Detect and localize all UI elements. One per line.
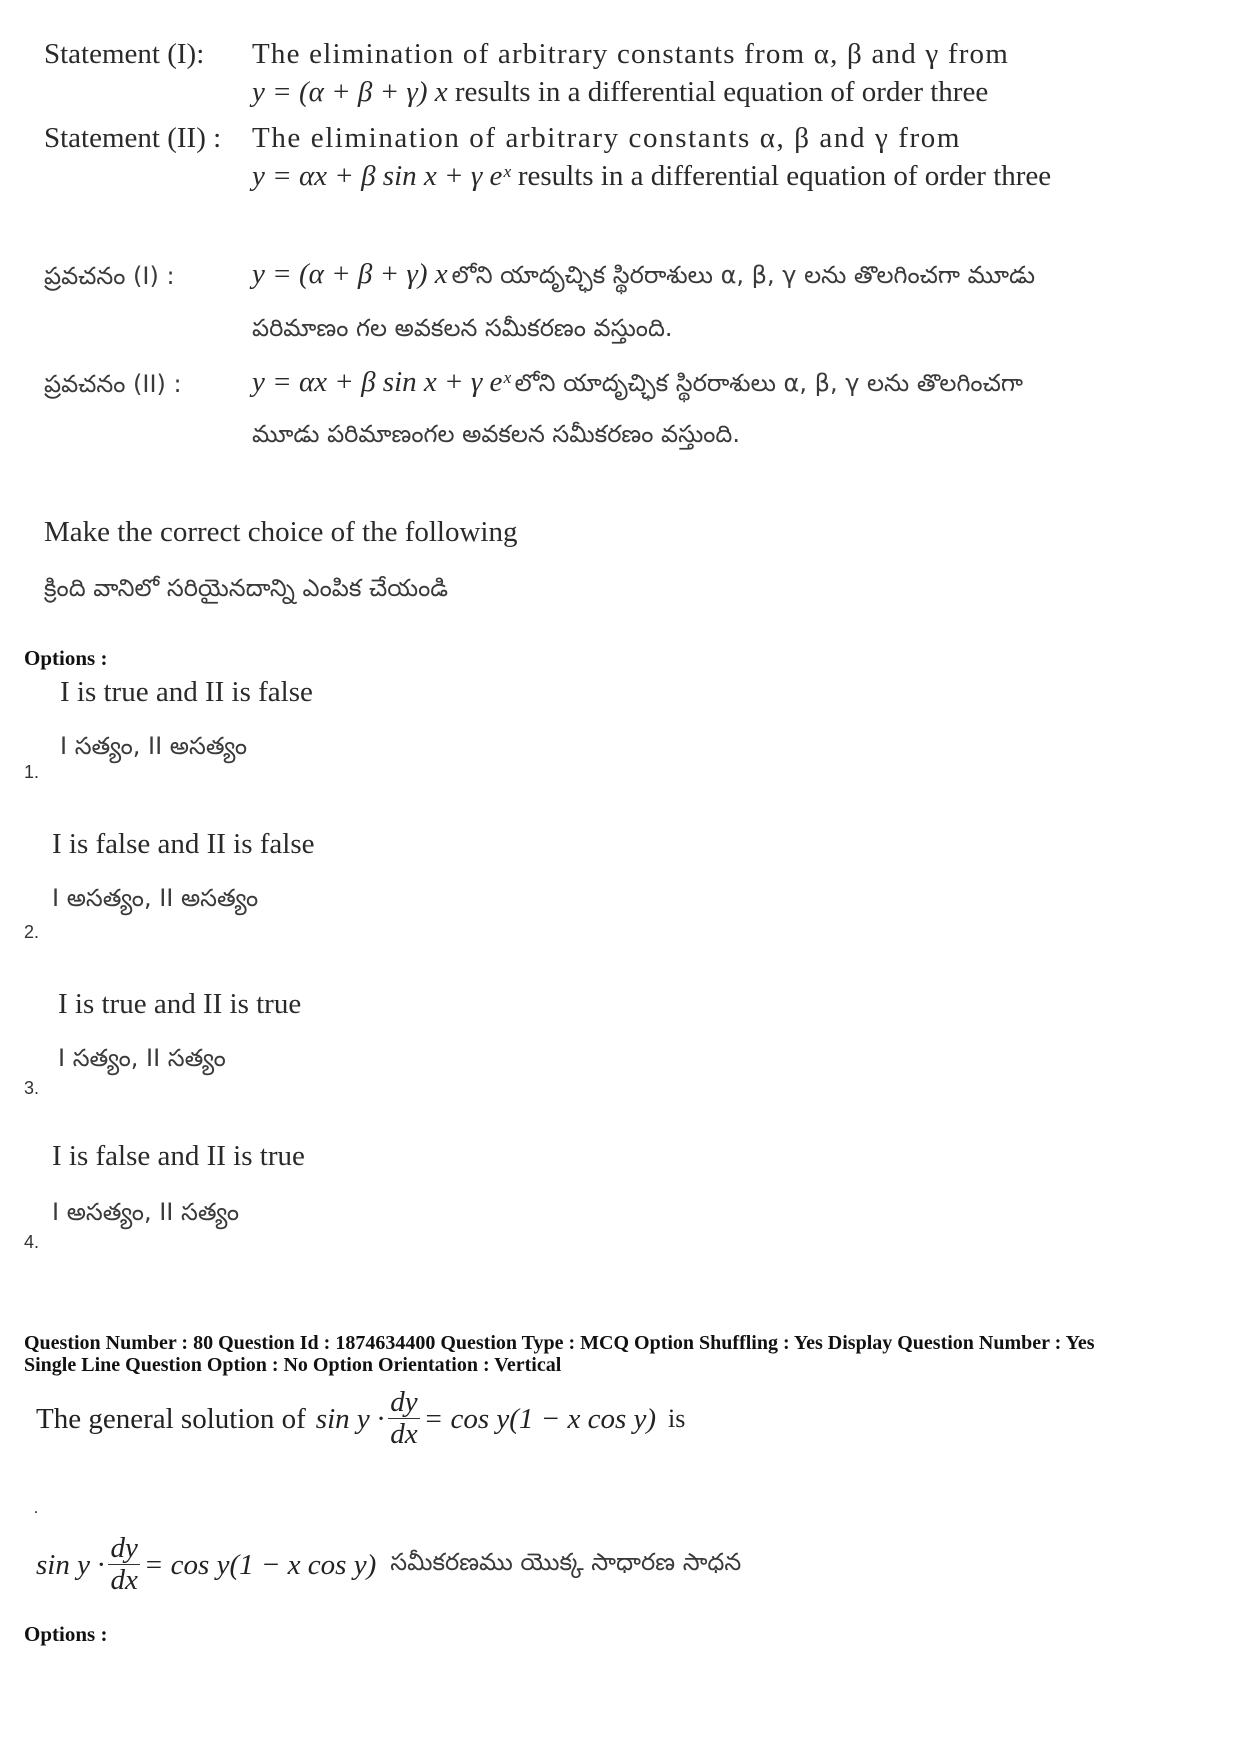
- q80-te-fraction: [108, 1533, 139, 1596]
- telugu-statement-2-equation: y = αx + β sin x + γ eˣ: [252, 366, 511, 398]
- statement-1-tail: results in a differential equation of order three: [454, 76, 989, 108]
- question-80-english: [36, 1384, 685, 1454]
- option-3-telugu[interactable]: I సత్యం, II సత్యం: [58, 1044, 226, 1072]
- statement-1-label: Statement (I):: [44, 38, 205, 70]
- q80-fraction: [388, 1387, 419, 1450]
- q80-te-fraction-denominator: dx: [110, 1563, 138, 1596]
- question-meta-line2: Single Line Question Option : No Option Orientation : Vertical: [24, 1354, 562, 1376]
- option-4-number: 4.: [24, 1232, 40, 1252]
- q80-fraction-denominator: dx: [390, 1417, 418, 1450]
- q80-prefix: The general solution of: [36, 1402, 306, 1435]
- q80-lhs: sin y ·: [315, 1402, 385, 1435]
- option-3-english[interactable]: I is true and II is true: [58, 988, 302, 1020]
- q80-fraction-numerator: dy: [390, 1386, 418, 1419]
- statement-1-equation: y = (α + β + γ) x: [252, 76, 448, 108]
- option-2-english[interactable]: I is false and II is false: [52, 828, 315, 860]
- telugu-statement-2-text: లోని యాదృచ్ఛిక స్థిరరాశులు α, β, γ లను తొలగించగా: [514, 369, 1023, 397]
- option-3-number: 3.: [24, 1078, 40, 1098]
- option-1-number: 1.: [24, 762, 40, 782]
- q80-te-fraction-numerator: dy: [110, 1532, 138, 1565]
- option-4-telugu[interactable]: I అసత్యం, II సత్యం: [52, 1198, 240, 1226]
- statement-2-line2: [252, 160, 1051, 193]
- statement-1-text: The elimination of arbitrary constants from α, β and γ from: [252, 38, 1010, 70]
- option-2-number: 2.: [24, 922, 40, 942]
- telugu-statement-1-label: ప్రవచనం (I) :: [44, 262, 175, 290]
- telugu-statement-1-line2: పరిమాణం గల అవకలన సమీకరణం వస్తుంది.: [252, 314, 673, 342]
- prompt-english: Make the correct choice of the following: [44, 516, 518, 548]
- question-meta-line1: Question Number : 80 Question Id : 1874634400 Question Type : MCQ Option Shuffling : Yes Display Question Number : Yes: [24, 1332, 1095, 1354]
- telugu-statement-2-line1: [252, 366, 1023, 403]
- options-label: Options :: [24, 646, 108, 670]
- statement-2-equation: y = αx + β sin x + γ eˣ: [252, 160, 511, 192]
- q80-te-lhs: sin y ·: [36, 1548, 105, 1581]
- statement-2-text: The elimination of arbitrary constants α, β and γ from: [252, 122, 961, 154]
- statement-2-tail: results in a differential equation of order three: [517, 160, 1052, 192]
- telugu-statement-1-text: లోని యాదృచ్ఛిక స్థిరరాశులు α, β, γ లను తొలగించగా మూడు: [451, 261, 1036, 289]
- telugu-statement-1-equation: y = (α + β + γ) x: [252, 258, 448, 290]
- option-4-english[interactable]: I is false and II is true: [52, 1140, 305, 1172]
- statement-2-label: Statement (II) :: [44, 122, 222, 154]
- q80-suffix: is: [668, 1404, 686, 1433]
- telugu-statement-2-line2: మూడు పరిమాణంగల అవకలన సమీకరణం వస్తుంది.: [252, 420, 740, 448]
- options-label-2: Options :: [24, 1622, 108, 1646]
- telugu-statement-2-label: ప్రవచనం (II) :: [44, 370, 182, 398]
- prompt-telugu: క్రింది వానిలో సరియైనదాన్ని ఎంపిక చేయండి: [44, 574, 449, 602]
- q80-te-rhs: = cos y(1 − x cos y): [143, 1548, 377, 1581]
- question-80-telugu: [36, 1530, 741, 1600]
- stray-dot: .: [34, 1500, 38, 1517]
- statement-1-line2: [252, 76, 988, 109]
- option-1-english[interactable]: I is true and II is false: [60, 676, 313, 708]
- telugu-statement-1-line1: [252, 258, 1035, 295]
- option-2-telugu[interactable]: I అసత్యం, II అసత్యం: [52, 884, 259, 912]
- q80-te-suffix: సమీకరణము యొక్క సాధారణ సాధన: [390, 1548, 742, 1576]
- q80-rhs: = cos y(1 − x cos y): [423, 1402, 657, 1435]
- option-1-telugu[interactable]: I సత్యం, II అసత్యం: [60, 732, 248, 760]
